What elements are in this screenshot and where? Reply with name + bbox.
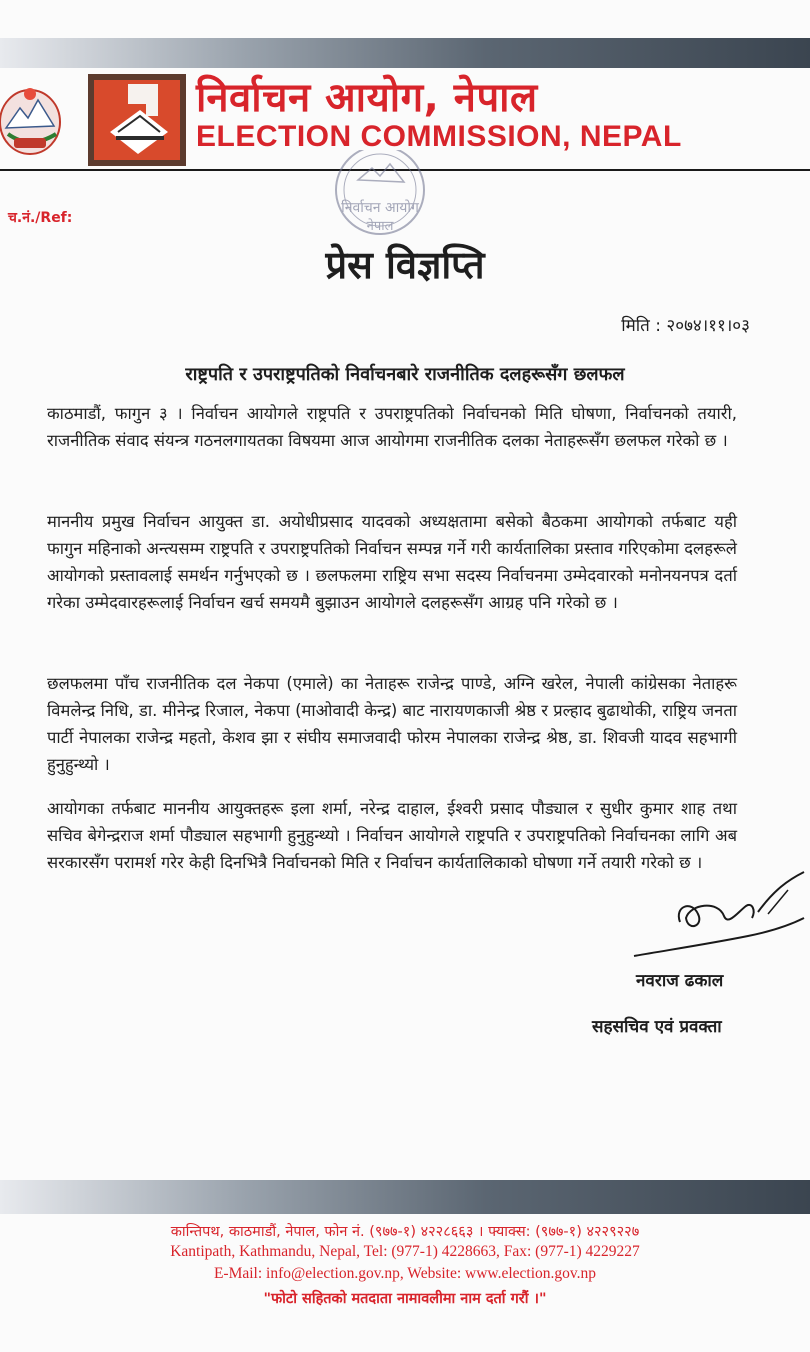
official-stamp-icon [310, 150, 450, 250]
footer-contact: E-Mail: info@election.gov.np, Website: www.election.gov.np [213, 1265, 597, 1282]
press-release-heading: प्रेस विज्ञप्ति [325, 243, 485, 287]
handwritten-signature [628, 860, 810, 970]
commission-title-nepali: निर्वाचन आयोग, नेपाल [196, 75, 538, 121]
svg-text:निर्वाचन आयोग: निर्वाचन आयोग [341, 200, 419, 216]
signatory-name: नवराज ढकाल [636, 971, 724, 991]
footer-slogan: "फोटो सहितको मतदाता नामावलीमा नाम दर्ता गरौं ।" [263, 1291, 547, 1307]
body-paragraph: छलफलमा पाँच राजनीतिक दल नेकपा (एमाले) का नेताहरू राजेन्द्र पाण्डे, अग्नि खरेल, नेपाली कांग्रेसका नेताहरू विमलेन्द्र निधि, डा. मीनेन्द्र रिजाल, नेकपा (माओवादी केन्द्र) बाट नारायणकाजी श्रेष्ठ र प्रल्हाद बुढाथोकी, राष्ट्रिय जनता पार्टी नेपालका राजेन्द्र महतो, केशव झा र संघीय समाजवादी फोरम नेपालका राजेन्द्र श्रेष्ठ, डा. शिवजी यादव सहभागी हुनुहुन्थ्यो । [47, 674, 737, 774]
footer-band [0, 1180, 810, 1214]
reference-label: च.नं./Ref: [8, 210, 73, 226]
body-paragraph: काठमाडौं, फागुन ३ । निर्वाचन आयोगले राष्ट्रपति र उपराष्ट्रपतिको निर्वाचनको मिति घोषणा, निर्वाचनको तयारी, राजनीतिक संवाद संयन्त्र गठनलगायतका विषयमा आज आयोगमा राजनीतिक दलका नेताहरूसँग छलफल गरेको छ । [47, 404, 737, 450]
subject-line: राष्ट्रपति र उपराष्ट्रपतिको निर्वाचनबारे राजनीतिक दलहरूसँग छलफल [185, 364, 625, 385]
date-line: मिति : २०७४।११।०३ [621, 316, 750, 336]
svg-text:नेपाल: नेपाल [366, 219, 394, 234]
ballot-box-logo-icon [88, 74, 186, 166]
commission-title-english: ELECTION COMMISSION, NEPAL [196, 120, 682, 153]
body-paragraph: माननीय प्रमुख निर्वाचन आयुक्त डा. अयोधीप्रसाद यादवको अध्यक्षतामा बसेको बैठकमा आयोगको तर्फबाट यही फागुन महिनाको अन्त्यसम्म राष्ट्रपति र उपराष्ट्रपतिको निर्वाचन सम्पन्न गर्ने गरी कार्यतालिका प्रस्ताव गरिएकोमा दलहरूले आयोगको प्रस्तावलाई समर्थन गर्नुभएको छ । छलफलमा राष्ट्रिय सभा सदस्य निर्वाचनमा उम्मेदवारको मनोनयनपत्र दर्ता गरेका उम्मेदवारहरूलाई निर्वाचन खर्च समयमै बुझाउन आयोगले दलहरूसँग आग्रह पनि गरेको छ । [47, 512, 737, 612]
header-band [0, 38, 810, 68]
signatory-title: सहसचिव एवं प्रवक्ता [592, 1017, 722, 1037]
footer-address-nepali: कान्तिपथ, काठमाडौं, नेपाल, फोन नं. (९७७-१) ४२२८६६३ । फ्याक्स: (९७७-१) ४२२९२२७ [170, 1224, 640, 1240]
footer-address-english: Kantipath, Kathmandu, Nepal, Tel: (977-1) 4228663, Fax: (977-1) 4229227 [170, 1243, 640, 1260]
body-paragraph: आयोगका तर्फबाट माननीय आयुक्तहरू इला शर्मा, नरेन्द्र दाहाल, ईश्वरी प्रसाद पौड्याल र सुधीर कुमार शाह तथा सचिव बेगेन्द्रराज शर्मा पौड्याल सहभागी हुनुहुन्थ्यो । निर्वाचन आयोगले राष्ट्रपति र उपराष्ट्रपतिको निर्वाचनका लागि अब सरकारसँग परामर्श गरेर केही दिनभित्रै निर्वाचनको मिति र निर्वाचन कार्यतालिकाको घोषणा गर्ने तयारी गरेको छ । [47, 799, 737, 872]
nepal-emblem-icon [0, 78, 68, 162]
